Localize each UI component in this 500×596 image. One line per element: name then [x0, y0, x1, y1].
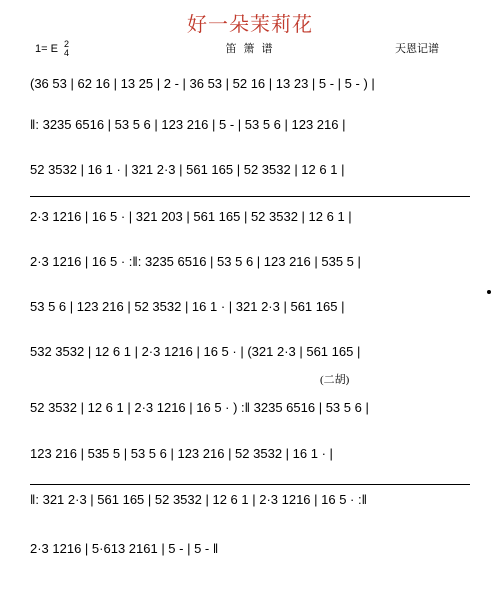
song-title: 好一朵茉莉花: [187, 12, 313, 36]
time-top: 2: [64, 39, 70, 49]
author-label: 天恩记谱: [395, 43, 439, 55]
notation-text: 52 3532 | 16 1 · | 321 2·3 | 561 165 | 52 3532 | 12 6 1 |: [30, 162, 345, 177]
notation-text: ‖: 321 2·3 | 561 165 | 52 3532 | 12 6 1 | 2·3 1216 | 16 5 · :‖: [30, 492, 367, 507]
phrase-line: [30, 484, 470, 485]
notation-text: 2·3 1216 | 16 5 · | 321 203 | 561 165 | 52 3532 | 12 6 1 |: [30, 209, 352, 224]
notation-row-7: [30, 341, 470, 363]
notation-row-3: [30, 159, 470, 181]
notation-text: 53 5 6 | 123 216 | 52 3532 | 16 1 · | 321 2·3 | 561 165 |: [30, 299, 345, 314]
notation-text: ‖: 3235 6516 | 53 5 6 | 123 216 | 5 - | 53 5 6 | 123 216 |: [30, 117, 346, 132]
notation-row-4: [30, 206, 470, 228]
notation-row-10: [30, 489, 470, 511]
instrument-label: 笛 箫 谱: [225, 43, 275, 55]
notation-text: (36 53 | 62 16 | 13 25 | 2 - | 36 53 | 52 16 | 13 23 | 5 - | 5 - ) |: [30, 76, 375, 91]
notation-row-6: [30, 296, 470, 318]
notation-row-8: [30, 397, 470, 419]
notation-text: 2·3 1216 | 16 5 · :‖: 3235 6516 | 53 5 6 | 123 216 | 535 5 |: [30, 254, 361, 269]
instrument-annotation: (二胡): [320, 374, 350, 386]
notation-text: 123 216 | 535 5 | 53 5 6 | 123 216 | 52 3532 | 16 1 · |: [30, 446, 333, 461]
notation-row-1: [30, 73, 470, 95]
notation-row-2: [30, 114, 470, 136]
notation-text: 2·3 1216 | 5·613 2161 | 5 - | 5 - ‖: [30, 541, 219, 556]
phrase-line: [30, 196, 470, 197]
time-bottom: 4: [64, 48, 70, 58]
notation-text: 532 3532 | 12 6 1 | 2·3 1216 | 16 5 · | (321 2·3 | 561 165 |: [30, 344, 361, 359]
notation-row-9: [30, 443, 470, 465]
margin-dot: [487, 290, 491, 294]
notation-text: 52 3532 | 12 6 1 | 2·3 1216 | 16 5 · ) :‖ 3235 6516 | 53 5 6 |: [30, 400, 369, 415]
key-label: 1= E: [35, 42, 58, 55]
notation-row-11: [30, 538, 470, 560]
notation-row-5: [30, 251, 470, 273]
